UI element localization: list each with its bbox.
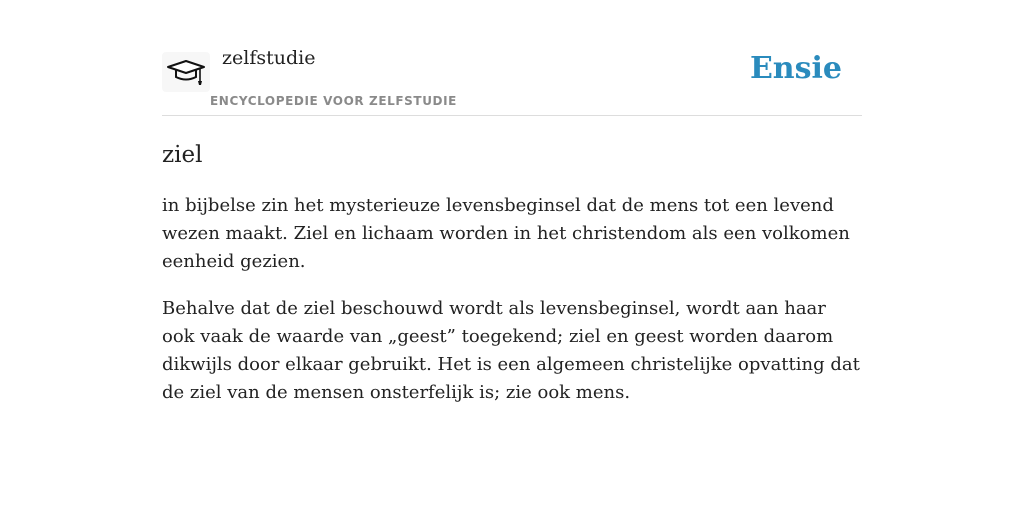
entry-paragraph-2: Behalve dat de ziel beschouwd wordt als levensbeginsel, wordt aan haar ook vaak de waarde van „geest” toegekend; ziel en geest worden daarom dikwijls door elkaar gebruikt. Het is een algemeen christelijke opvatting dat de ziel van de mensen onsterfelijk is; zie ook mens. <box>162 298 860 403</box>
site-header <box>162 40 862 116</box>
site-tagline: ENCYCLOPEDIE VOOR ZELFSTUDIE <box>210 94 457 108</box>
graduation-cap-icon[interactable] <box>162 52 210 92</box>
entry-title: ziel <box>162 142 203 168</box>
site-name-link[interactable]: zelfstudie <box>222 47 316 69</box>
entry-body <box>162 192 864 426</box>
entry-paragraph-1: in bijbelse zin het mysterieuze levensbeginsel dat de mens tot een levend wezen maakt. Ziel en lichaam worden in het christendom als een volkomen eenheid gezien. <box>162 195 850 272</box>
ensie-brand-logo[interactable]: Ensie <box>749 51 842 86</box>
